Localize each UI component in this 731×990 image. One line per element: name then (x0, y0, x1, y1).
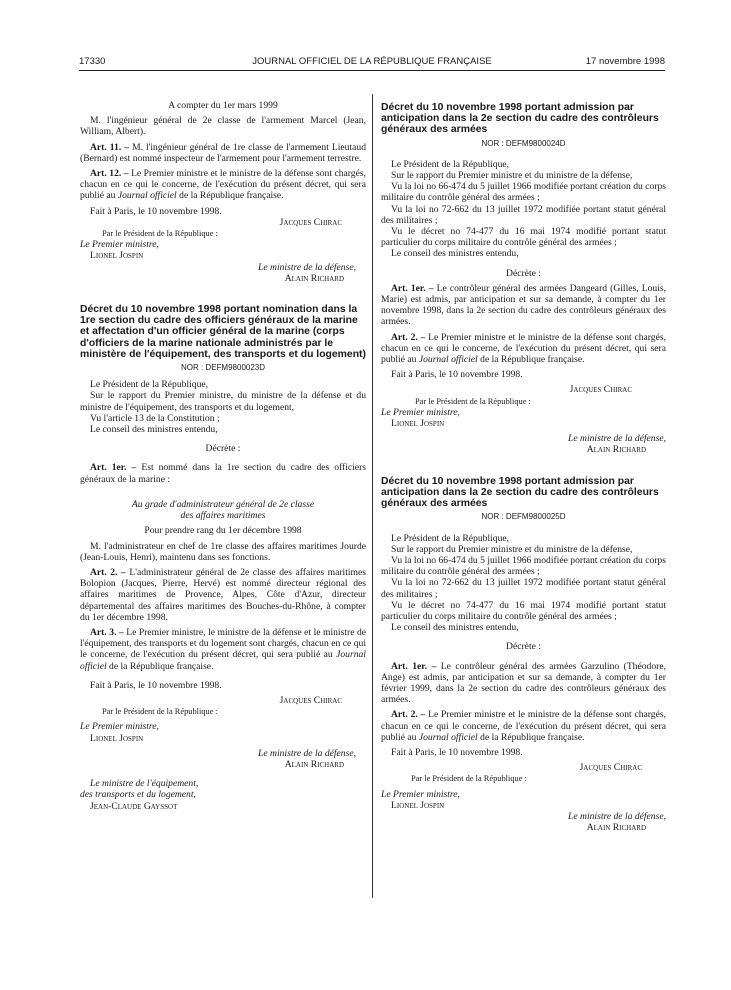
article-1 (80, 462, 366, 484)
article-text: de la République française. (109, 660, 214, 672)
grade-heading: des affaires maritimes (180, 510, 266, 522)
preamble-line: Le conseil des ministres entendu, (90, 424, 218, 436)
appointment-paragraph: M. l'administrateur en chef de 1re classe des affaires maritimes Jourde (Jean-Louis, Henri), maintenu dans ses fonctions. (80, 540, 366, 563)
signing-place-date: Fait à Paris, le 10 novembre 1998. (90, 205, 222, 217)
nor-reference: NOR : DEFM9800024D (481, 138, 566, 148)
signatory-title: Le ministre de l'équipement, (90, 778, 199, 790)
rank-date: Pour prendre rang du 1er décembre 1998 (144, 525, 302, 537)
issue-date: 17 novembre 1998 (585, 56, 665, 67)
signatory-name: Lionel Jospin (90, 732, 144, 744)
preamble-line: Sur le rapport du Premier ministre, du ministre de la défense et du ministre de l'équipement, des transports et du logement, (80, 390, 366, 413)
preamble-line: Vu la loi no 66-474 du 5 juillet 1966 modifiée portant création du corps militaire du contrôle général des armées ; (381, 554, 666, 578)
article-text: de la République française. (480, 731, 585, 743)
article-text: L'administrateur général de 2e classe des affaires maritimes Bolopion (Jacques, Pierre, Hervé) est nommé directeur régional des affaires maritimes de Provence, Alpes, Côte d'Azur, directeur départemental des affaires maritimes des Bouches-du-Rhône, à compter du 1er décembre 1998. (80, 566, 366, 623)
preamble-line: Le Président de la République, (90, 379, 209, 391)
decrete-heading: Décrète : (506, 267, 541, 279)
signing-place-date: Fait à Paris, le 10 novembre 1998. (391, 369, 523, 381)
article-label: Art. 2. – (391, 331, 426, 343)
article-text: Le Premier ministre et le ministre de la défense sont chargés, chacun en ce qui le concerne, de l'exécution du présent décret, qui sera publié au (381, 709, 666, 743)
grade-heading: Au grade d'administrateur général de 2e classe (131, 498, 315, 510)
continued-article-12 (80, 168, 366, 202)
signatory-name: Jean-Claude Gayssot (90, 800, 178, 812)
by-the-president: Par le Président de la République : (411, 774, 527, 784)
preamble-line: Le Président de la République, (391, 532, 510, 544)
article-label: Art. 3. – (90, 626, 124, 638)
by-the-president: Par le Président de la République : (102, 707, 218, 717)
header-rule (79, 70, 665, 71)
page-number: 17330 (79, 56, 106, 67)
signatory-president: Jacques Chirac (579, 762, 642, 774)
article-label: Art. 1er. – (391, 660, 437, 672)
article-1 (381, 283, 666, 328)
column-separator (372, 94, 373, 898)
article-text: M. l'ingénieur général de 1re classe de l'armement Lieutaud (Bernard) est nommé inspecteur de l'armement pour l'armement terrestre. (80, 141, 366, 164)
signatory-name: Lionel Jospin (391, 418, 445, 430)
journal-officiel-ref: Journal officiel (418, 354, 478, 366)
preamble-line: Le conseil des ministres entendu, (391, 248, 519, 260)
article-text: Le contrôleur général des armées Dangeard (Gilles, Louis, Marie) est admis, par anticipation et sur sa demande, à compter du 1er novembre 1998, dans la 2e section du cadre des contrôleurs généraux des armées. (381, 282, 666, 328)
nor-reference: NOR : DEFM9800023D (180, 363, 266, 373)
article-3 (80, 627, 366, 672)
right-column (381, 102, 666, 833)
signatory-title: Le Premier ministre, (80, 239, 159, 251)
signatory-name: Alain Richard (586, 822, 646, 834)
article-text: Le Premier ministre, le ministre de la défense et le ministre de l'équipement, des transports et du logement sont chargés, chacun en ce qui le concerne, de l'exécution du présent décret, qui sera publié au (80, 626, 366, 661)
signatory-name: Alain Richard (586, 444, 646, 456)
preamble-line: Vu la loi no 66-474 du 5 juillet 1966 modifiée portant création du corps militaire du contrôle général des armées ; (381, 181, 666, 204)
signatory-title: Le ministre de la défense, (258, 261, 356, 273)
article-1 (381, 661, 666, 706)
signatory-title: des transports et du logement, (80, 789, 196, 801)
preamble-line: Vu le décret no 74-477 du 16 mai 1974 modifié portant statut particulier du corps militaire du contrôle général des armées ; (381, 226, 666, 249)
decrete-heading: Décrète : (506, 641, 541, 653)
signing-place-date: Fait à Paris, le 10 novembre 1998. (391, 746, 523, 758)
page-header (79, 56, 665, 70)
signatory-name: Lionel Jospin (90, 250, 144, 262)
article-text: de la République française. (179, 190, 284, 202)
article-label: Art. 1er. – (90, 462, 137, 474)
article-label: Art. 12. – (90, 168, 129, 180)
nor-reference: NOR : DEFM9800025D (481, 512, 566, 522)
article-2 (381, 332, 666, 366)
preamble-line: Vu l'article 13 de la Constitution ; (90, 412, 220, 424)
by-the-president: Par le Président de la République : (102, 229, 218, 239)
article-label: Art. 2. – (391, 709, 426, 721)
signatory-name: Alain Richard (284, 272, 344, 284)
signing-place-date: Fait à Paris, le 10 novembre 1998. (90, 679, 222, 691)
preamble-line: Vu la loi no 72-662 du 13 juillet 1972 modifiée portant statut général des militaires ; (381, 203, 666, 226)
journal-title: JOURNAL OFFICIEL DE LA RÉPUBLIQUE FRANÇAISE (252, 56, 492, 67)
article-2 (80, 567, 366, 623)
article-label: Art. 1er. – (391, 282, 434, 294)
signatory-title: Le ministre de la défense, (568, 810, 666, 822)
continued-paragraph: M. l'ingénieur général de 2e classe de l'armement Marcel (Jean, William, Albert). (80, 115, 366, 138)
decree-title: Décret du 10 novembre 1998 portant nomination dans la 1re section du cadre des officiers généraux de la marine et affectation d'un officier général de la marine (corps d'officiers de la marine nationale administrés par le ministère de l'équipement, des transports et du logement) (80, 304, 366, 360)
signatory-president: Jacques Chirac (279, 216, 342, 228)
signatory-title: Le ministre de la défense, (568, 433, 666, 445)
continued-article-11 (80, 142, 366, 164)
continued-effective-date: A compter du 1er mars 1999 (168, 100, 278, 111)
journal-officiel-ref: Journal officiel (80, 649, 366, 672)
preamble-line: Vu le décret no 74-477 du 16 mai 1974 modifié portant statut particulier du corps militaire du contrôle général des armées ; (381, 599, 666, 622)
signatory-title: Le Premier ministre, (381, 406, 460, 418)
signatory-name: Lionel Jospin (391, 799, 445, 811)
decree-title: Décret du 10 novembre 1998 portant admission par anticipation dans la 2e section du cadre des contrôleurs généraux des armées (381, 475, 659, 510)
journal-officiel-ref: Journal officiel (117, 190, 177, 202)
journal-officiel-ref: Journal officiel (418, 731, 478, 743)
article-text: de la République française. (480, 354, 585, 366)
signatory-title: Le Premier ministre, (80, 721, 159, 733)
preamble-line: Vu la loi no 72-662 du 13 juillet 1972 modifiée portant statut général des militaires ; (381, 577, 666, 600)
signatory-name: Alain Richard (284, 758, 344, 770)
article-text: Le Premier ministre et le ministre de la défense sont chargés, chacun en ce qui le concerne, de l'exécution du présent décret, qui sera publié au (381, 331, 666, 366)
article-label: Art. 11. – (90, 141, 130, 153)
signatory-title: Le ministre de la défense, (258, 747, 356, 759)
preamble-line: Le Président de la République, (391, 158, 510, 170)
decree-title: Décret du 10 novembre 1998 portant admission par anticipation dans la 2e section du cadre des contrôleurs généraux des armées (381, 102, 659, 136)
by-the-president: Par le Président de la République : (415, 396, 531, 406)
preamble-line: Le conseil des ministres entendu, (391, 622, 519, 634)
article-label: Art. 2. – (90, 566, 126, 578)
signatory-title: Le Premier ministre, (381, 788, 460, 800)
article-2 (381, 709, 666, 743)
article-text: Le Premier ministre et le ministre de la défense sont chargés, chacun en ce qui le concerne, de l'exécution du présent décret, qui sera publié au (80, 168, 366, 202)
preamble-line: Sur le rapport du Premier ministre et du ministre de la défense, (391, 543, 633, 555)
decrete-heading: Décrète : (205, 443, 241, 455)
article-text: Le contrôleur général des armées Garzulino (Théodore, Ange) est admis, par anticipation et sur sa demande, à compter du 1er février 1999, dans la 2e section du cadre des contrôleurs généraux des armées. (381, 660, 666, 706)
left-column (80, 100, 366, 812)
preamble-line: Sur le rapport du Premier ministre et du ministre de la défense, (391, 170, 633, 182)
signatory-president: Jacques Chirac (279, 694, 342, 706)
article-text: Est nommé dans la 1re section du cadre des officiers généraux de la marine : (80, 462, 366, 485)
signatory-president: Jacques Chirac (569, 384, 632, 396)
